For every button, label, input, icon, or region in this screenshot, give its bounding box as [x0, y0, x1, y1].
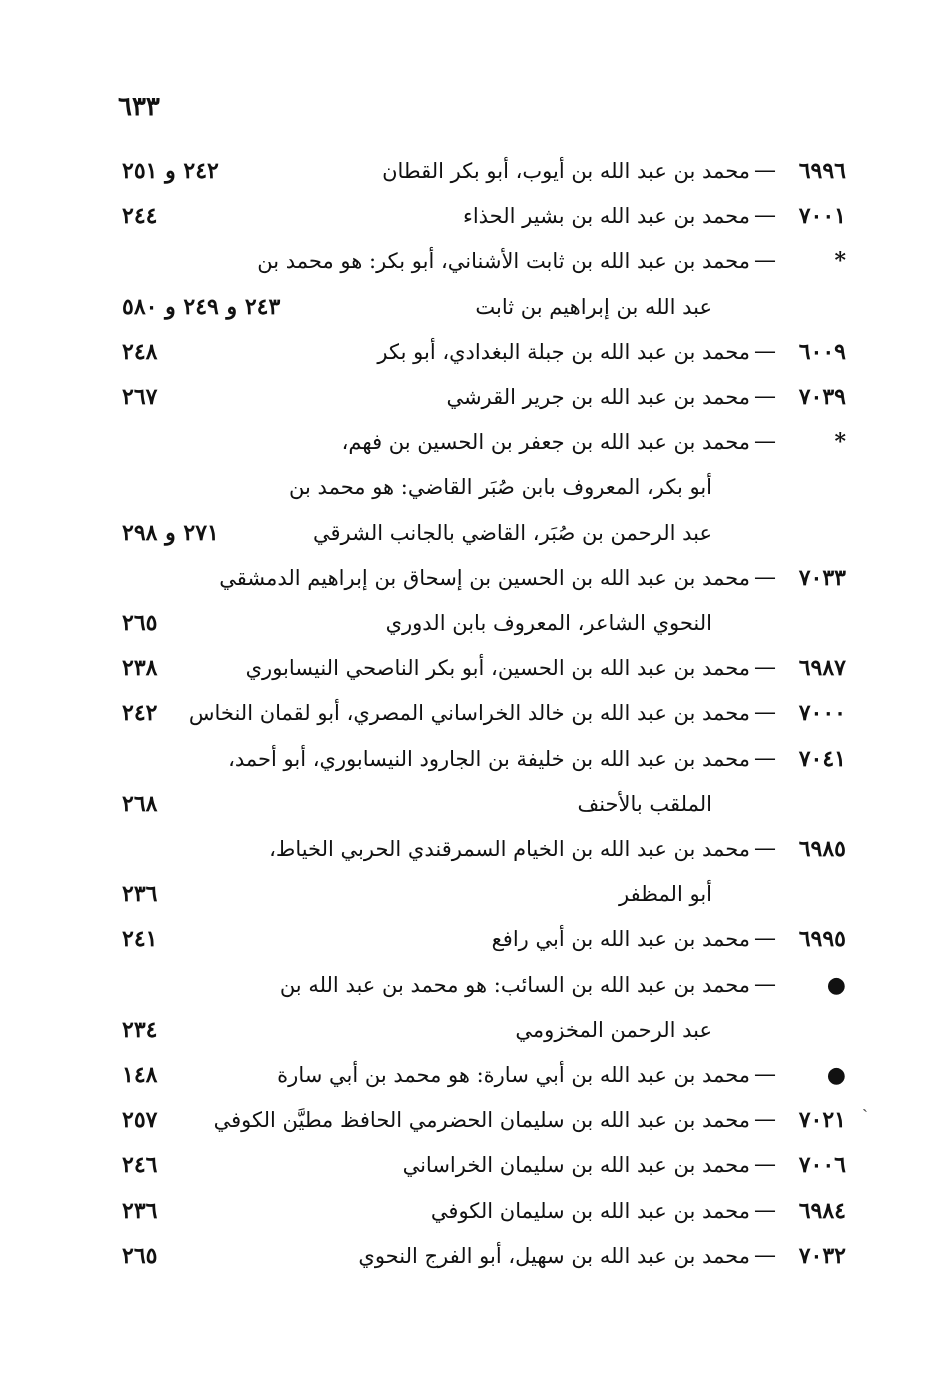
entry-pages: ٢٦٨ [122, 790, 158, 817]
entry-dash: — [754, 655, 776, 681]
entry-dash: — [754, 338, 776, 364]
entry-dash: — [754, 248, 776, 274]
entry-number: ٧٠٤١ [798, 745, 846, 772]
entry-pages: ٢٤٤ [122, 203, 158, 230]
entry-text: محمد بن عبد الله بن السائب: هو محمد بن عبد الله بن [279, 972, 750, 997]
entry-dash: — [754, 1242, 776, 1268]
entry-text: محمد بن عبد الله بن جرير القرشي [446, 385, 750, 409]
entry-number: ٧٠٠٠ [798, 700, 846, 727]
index-entry [0, 284, 928, 330]
index-entry [0, 374, 928, 420]
entry-dash: — [754, 700, 776, 726]
entry-dash: — [754, 429, 776, 455]
entry-dash: — [754, 836, 776, 861]
entry-dash: — [754, 564, 776, 590]
index-entry [0, 1097, 928, 1143]
entry-text: أبو المظفر [618, 882, 712, 907]
entry-pages: ٢٣٦ [122, 1197, 158, 1224]
index-entry [0, 826, 928, 872]
entry-pages: ٢٣٦ [122, 881, 158, 908]
index-entry [0, 329, 928, 375]
entry-pages: ٢٧١ و ٢٩٨ [122, 519, 219, 546]
index-entry [0, 238, 928, 284]
entry-dash: — [754, 203, 776, 229]
entry-pages: ١٤٨ [122, 1062, 158, 1088]
entry-number: * [834, 248, 846, 275]
index-entry [0, 736, 928, 782]
entry-pages: ٢٥٧ [122, 1107, 158, 1134]
index-entry [0, 148, 928, 194]
entry-pages: ٢٦٧ [122, 384, 158, 410]
entry-pages: ٢٤٨ [122, 338, 158, 365]
index-entry [0, 1188, 928, 1234]
entry-dash: — [754, 384, 776, 409]
entry-text: محمد بن عبد الله بن جعفر بن الحسين بن فهم، [341, 430, 750, 455]
entry-number: ٧٠٣٢ [798, 1242, 846, 1269]
index-entry [0, 555, 928, 601]
entry-dash: — [754, 1197, 776, 1223]
entry-text: محمد بن عبد الله بن خليفة بن الجارود النيسابوري، أبو أحمد، [228, 746, 750, 771]
entry-number: ٧٠٣٩ [798, 384, 846, 410]
entry-dash: — [754, 971, 776, 997]
index-entry [0, 1052, 928, 1098]
entry-number: ٧٠٢١ [798, 1107, 846, 1134]
entry-dash: — [754, 1107, 776, 1133]
entry-pages: ٢٦٥ [122, 1242, 158, 1269]
index-entry [0, 781, 928, 827]
entry-text: محمد بن عبد الله بن سليمان الخراساني [402, 1153, 750, 1178]
entry-dash: — [754, 926, 776, 952]
entry-text: محمد بن عبد الله بن سليمان الكوفي [430, 1198, 750, 1223]
index-entry [0, 193, 928, 239]
entry-number: ٦٩٨٤ [798, 1197, 846, 1224]
index-entry [0, 1233, 928, 1279]
entry-pages: ٢٣٨ [122, 655, 158, 682]
entry-number: ٦٩٩٦ [798, 158, 846, 184]
index-entry [0, 916, 928, 962]
entry-number: ● [826, 1062, 846, 1088]
entry-number: ● [826, 971, 846, 998]
entry-pages: ٢٣٤ [122, 1016, 158, 1043]
index-entry [0, 464, 928, 510]
entry-number: ٧٠٠٦ [798, 1152, 846, 1179]
entry-dash: — [754, 1062, 776, 1087]
entry-number: ٧٠٠١ [798, 203, 846, 230]
entry-dash: — [754, 1152, 776, 1178]
entry-dash: — [754, 158, 776, 183]
entry-dash: — [754, 745, 776, 771]
entry-text: محمد بن عبد الله بن الحسين بن إسحاق بن إبراهيم الدمشقي [219, 565, 750, 590]
entry-text: محمد بن عبد الله بن الخيام السمرقندي الحربي الخياط، [269, 837, 750, 861]
index-entry [0, 1007, 928, 1053]
entry-text: عبد الرحمن المخزومي [515, 1017, 712, 1042]
page-number: ٦٣٣ [118, 92, 160, 122]
entry-text: أبو بكر، المعروف بابن صُبَر القاضي: هو محمد بن [289, 475, 712, 500]
entry-text: محمد بن عبد الله بن أبي سارة: هو محمد بن أبي سارة [277, 1063, 750, 1087]
entry-text: محمد بن عبد الله بن الحسين، أبو بكر الناصحي النيسابوري [245, 656, 750, 681]
index-entry [0, 645, 928, 691]
entry-number: ٦٠٠٩ [798, 338, 846, 365]
entry-text: محمد بن عبد الله بن أبي رافع [491, 927, 750, 952]
index-entry [0, 510, 928, 556]
index-entry [0, 871, 928, 917]
entry-text: عبد الله بن إبراهيم بن ثابت [475, 294, 712, 319]
entry-text: النحوي الشاعر، المعروف بابن الدوري [385, 611, 712, 635]
entry-text: الملقب بالأحنف [577, 791, 712, 816]
index-entry [0, 690, 928, 736]
entry-pages: ٢٤٢ [122, 700, 158, 727]
entry-pages: ٢٦٥ [122, 610, 158, 636]
entry-number: ٧٠٣٣ [798, 564, 846, 591]
entry-text: محمد بن عبد الله بن سليمان الحضرمي الحافظ مطيَّن الكوفي [213, 1108, 750, 1133]
entry-text: محمد بن عبد الله بن جبلة البغدادي، أبو بكر [377, 339, 750, 364]
entry-pages: ٢٤٣ و ٢٤٩ و ٥٨٠ [122, 293, 281, 320]
entry-number: ٦٩٩٥ [798, 926, 846, 953]
entry-text: محمد بن عبد الله بن خالد الخراساني المصري، أبو لقمان النخاس [188, 701, 750, 726]
entry-pages: ٢٤٦ [122, 1152, 158, 1179]
entry-pages: ٢٤٢ و ٢٥١ [122, 158, 219, 184]
index-entry [0, 600, 928, 646]
entry-number: ٦٩٨٧ [798, 655, 846, 682]
entry-text: محمد بن عبد الله بن بشير الحذاء [462, 204, 750, 229]
entry-pages: ٢٤١ [122, 926, 158, 953]
index-entry [0, 962, 928, 1008]
entry-text: محمد بن عبد الله بن سهيل، أبو الفرج النحوي [358, 1243, 750, 1268]
entry-number: ٦٩٨٥ [798, 836, 846, 862]
entry-text: محمد بن عبد الله بن ثابت الأشناني، أبو بكر: هو محمد بن [257, 249, 750, 274]
entry-text: عبد الرحمن بن صُبَر، القاضي بالجانب الشرقي [313, 520, 712, 545]
index-entry [0, 1142, 928, 1188]
entry-number: * [834, 429, 846, 456]
entry-text: محمد بن عبد الله بن أيوب، أبو بكر القطان [382, 159, 750, 183]
margin-mark: ˎ [862, 1092, 868, 1113]
index-entry [0, 419, 928, 465]
